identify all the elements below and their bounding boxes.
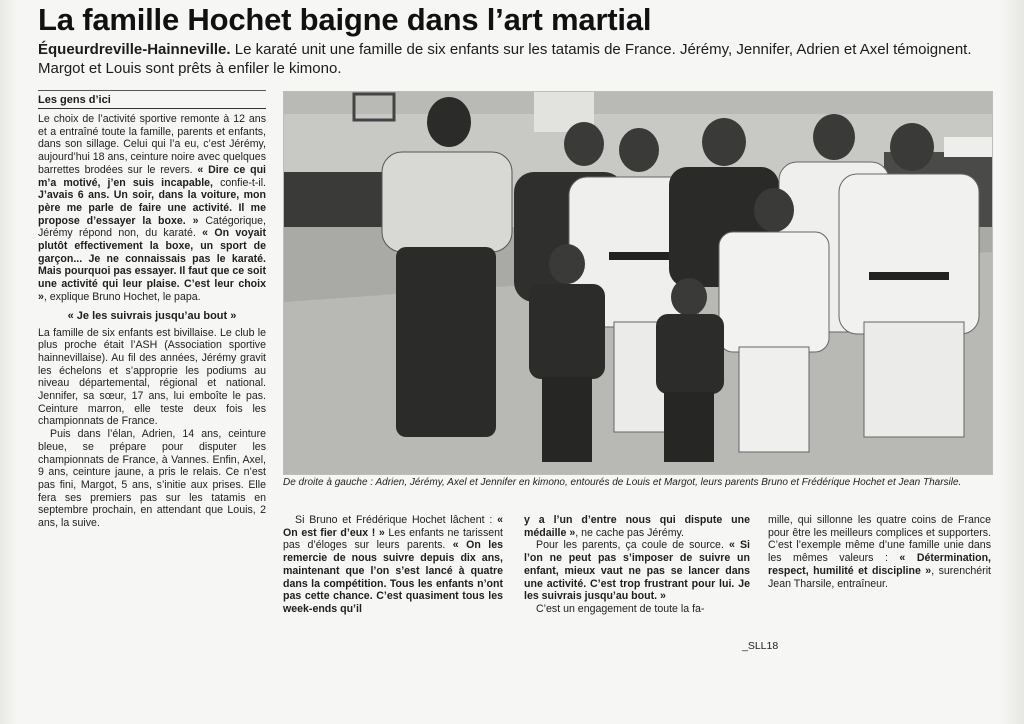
lede-location: Équeurdreville-Hainneville. (38, 41, 231, 58)
col3-paragraph-2 (524, 539, 750, 603)
col3-text: , ne cache pas Jérémy. (575, 526, 684, 539)
article-subhead: « Je les suivrais jusqu’au bout » (67, 309, 237, 322)
col2-quote: « On les remercie de nous suivre depuis dix ans, maintenant que l’on s’est lancé à quatre dans la compétition. Tous les enfants n’ont pas cette chance. C’est quasiment tous les week-ends qu’il (283, 539, 503, 615)
col1-text: confie-t-il. (220, 176, 266, 189)
article-lede (38, 40, 988, 78)
article-headline: La famille Hochet baigne dans l’art martial (38, 2, 652, 37)
author-signature: _SLL18 (742, 640, 779, 652)
column-2 (283, 514, 503, 616)
rubric-rule (38, 90, 266, 91)
col2-quote: « On est fier d’eux ! » (283, 514, 503, 539)
col3-quote: « Si l’on ne peut pas s’imposer de suivre un enfant, mieux vaut ne pas se lancer dans une activité. C’est trop frustrant pour lui. Je les suivrais jusqu’au bout. » (524, 539, 750, 603)
col1-quote: « On voyait plutôt effectivement la boxe, un sport de garçon... Je ne connaissais pas le karaté. Mais pourquoi pas essayer. Il faut que ce soit une activité qui leur plaise. C’est leur choix » (38, 227, 266, 303)
col3-text: Pour les parents, ça coule de source. (536, 539, 729, 552)
col2-text: Si Bruno et Frédérique Hochet lâchent : (295, 514, 498, 526)
col1-paragraph-3: Puis dans l’élan, Adrien, 14 ans, ceinture bleue, se prépare pour disputer les championnats de France, à Vannes. Enfin, Axel, 9 ans, ceinture jaune, a pris le relais. Ce n’est pas fini, Margot, 5 ans, s’initie aux prises. Elle fera ses premiers pas sur les tatamis en septembre prochain, en attendant que Louis, 2 ans, la suive. (38, 428, 266, 530)
column-1 (38, 113, 266, 530)
col1-quote: « Dire ce qui m’a motivé, j’en suis incapable, (38, 163, 266, 189)
col3-paragraph-1 (524, 514, 750, 539)
col3-quote: y a l’un d’entre nous qui dispute une médaille » (524, 514, 750, 539)
rubric-label: Les gens d’ici (38, 94, 266, 109)
column-3 (524, 514, 750, 616)
col2-paragraph (283, 514, 503, 616)
col4-text: , surenchérit Jean Tharsile, entraîneur. (768, 564, 991, 590)
col1-text: Le choix de l’activité sportive remonte à 12 ans et a entraîné toute la famille, parents et enfants, dans son sillage. Celui qui l’a eu, c’est Jérémy, aujourd’hui 18 ans, ceinture noire avec quelques barrettes brodées sur le revers. (38, 113, 266, 176)
col3-paragraph-3: C’est un engagement de toute la fa- (536, 602, 705, 615)
col1-paragraph-1 (38, 113, 266, 304)
col1-paragraph-2: La famille de six enfants est bivillaise. Le club le plus proche était l’ASH (Association sportive hainnevillaise). Au fil des années, Jérémy gravit les échelons et s’approprie les podiums au niveau départemental, régional et national. Jennifer, sa sœur, 17 ans, lui emboîte le pas. Ceinture marron, elle teste deux fois les championnats de France. (38, 326, 266, 428)
column-4 (768, 514, 991, 590)
photo-caption: De droite à gauche : Adrien, Jérémy, Axel et Jennifer en kimono, entourés de Louis et Margot, leurs parents Bruno et Frédérique Hochet et Jean Tharsile. (283, 477, 962, 488)
col1-text: Catégorique, Jérémy répond non, du karaté. (38, 214, 266, 240)
col4-paragraph (768, 514, 991, 590)
col4-text: mille, qui sillonne les quatre coins de France pour être les meilleurs complices et supporters. C’est l’exemple même d’une famille unie dans les mêmes valeurs : (768, 514, 991, 565)
col1-quote: J’avais 6 ans. Un soir, dans la voiture, mon père me parle de faire une activité. Il me propose d’essayer la boxe. » (38, 189, 266, 227)
col1-text: , explique Bruno Hochet, le papa. (43, 290, 201, 303)
col4-quote: « Détermination, respect, humilité et discipline » (768, 552, 991, 577)
family-photo (283, 91, 993, 475)
col2-text: Les enfants ne tarissent pas d’éloges sur leurs parents. (283, 526, 503, 552)
lede-text: Le karaté unit une famille de six enfants sur les tatamis de France. Jérémy, Jennifer, Adrien et Axel témoignent. Margot et Louis sont prêts à enfiler le kimono. (38, 41, 972, 77)
dojo-photo-illustration (284, 92, 992, 474)
